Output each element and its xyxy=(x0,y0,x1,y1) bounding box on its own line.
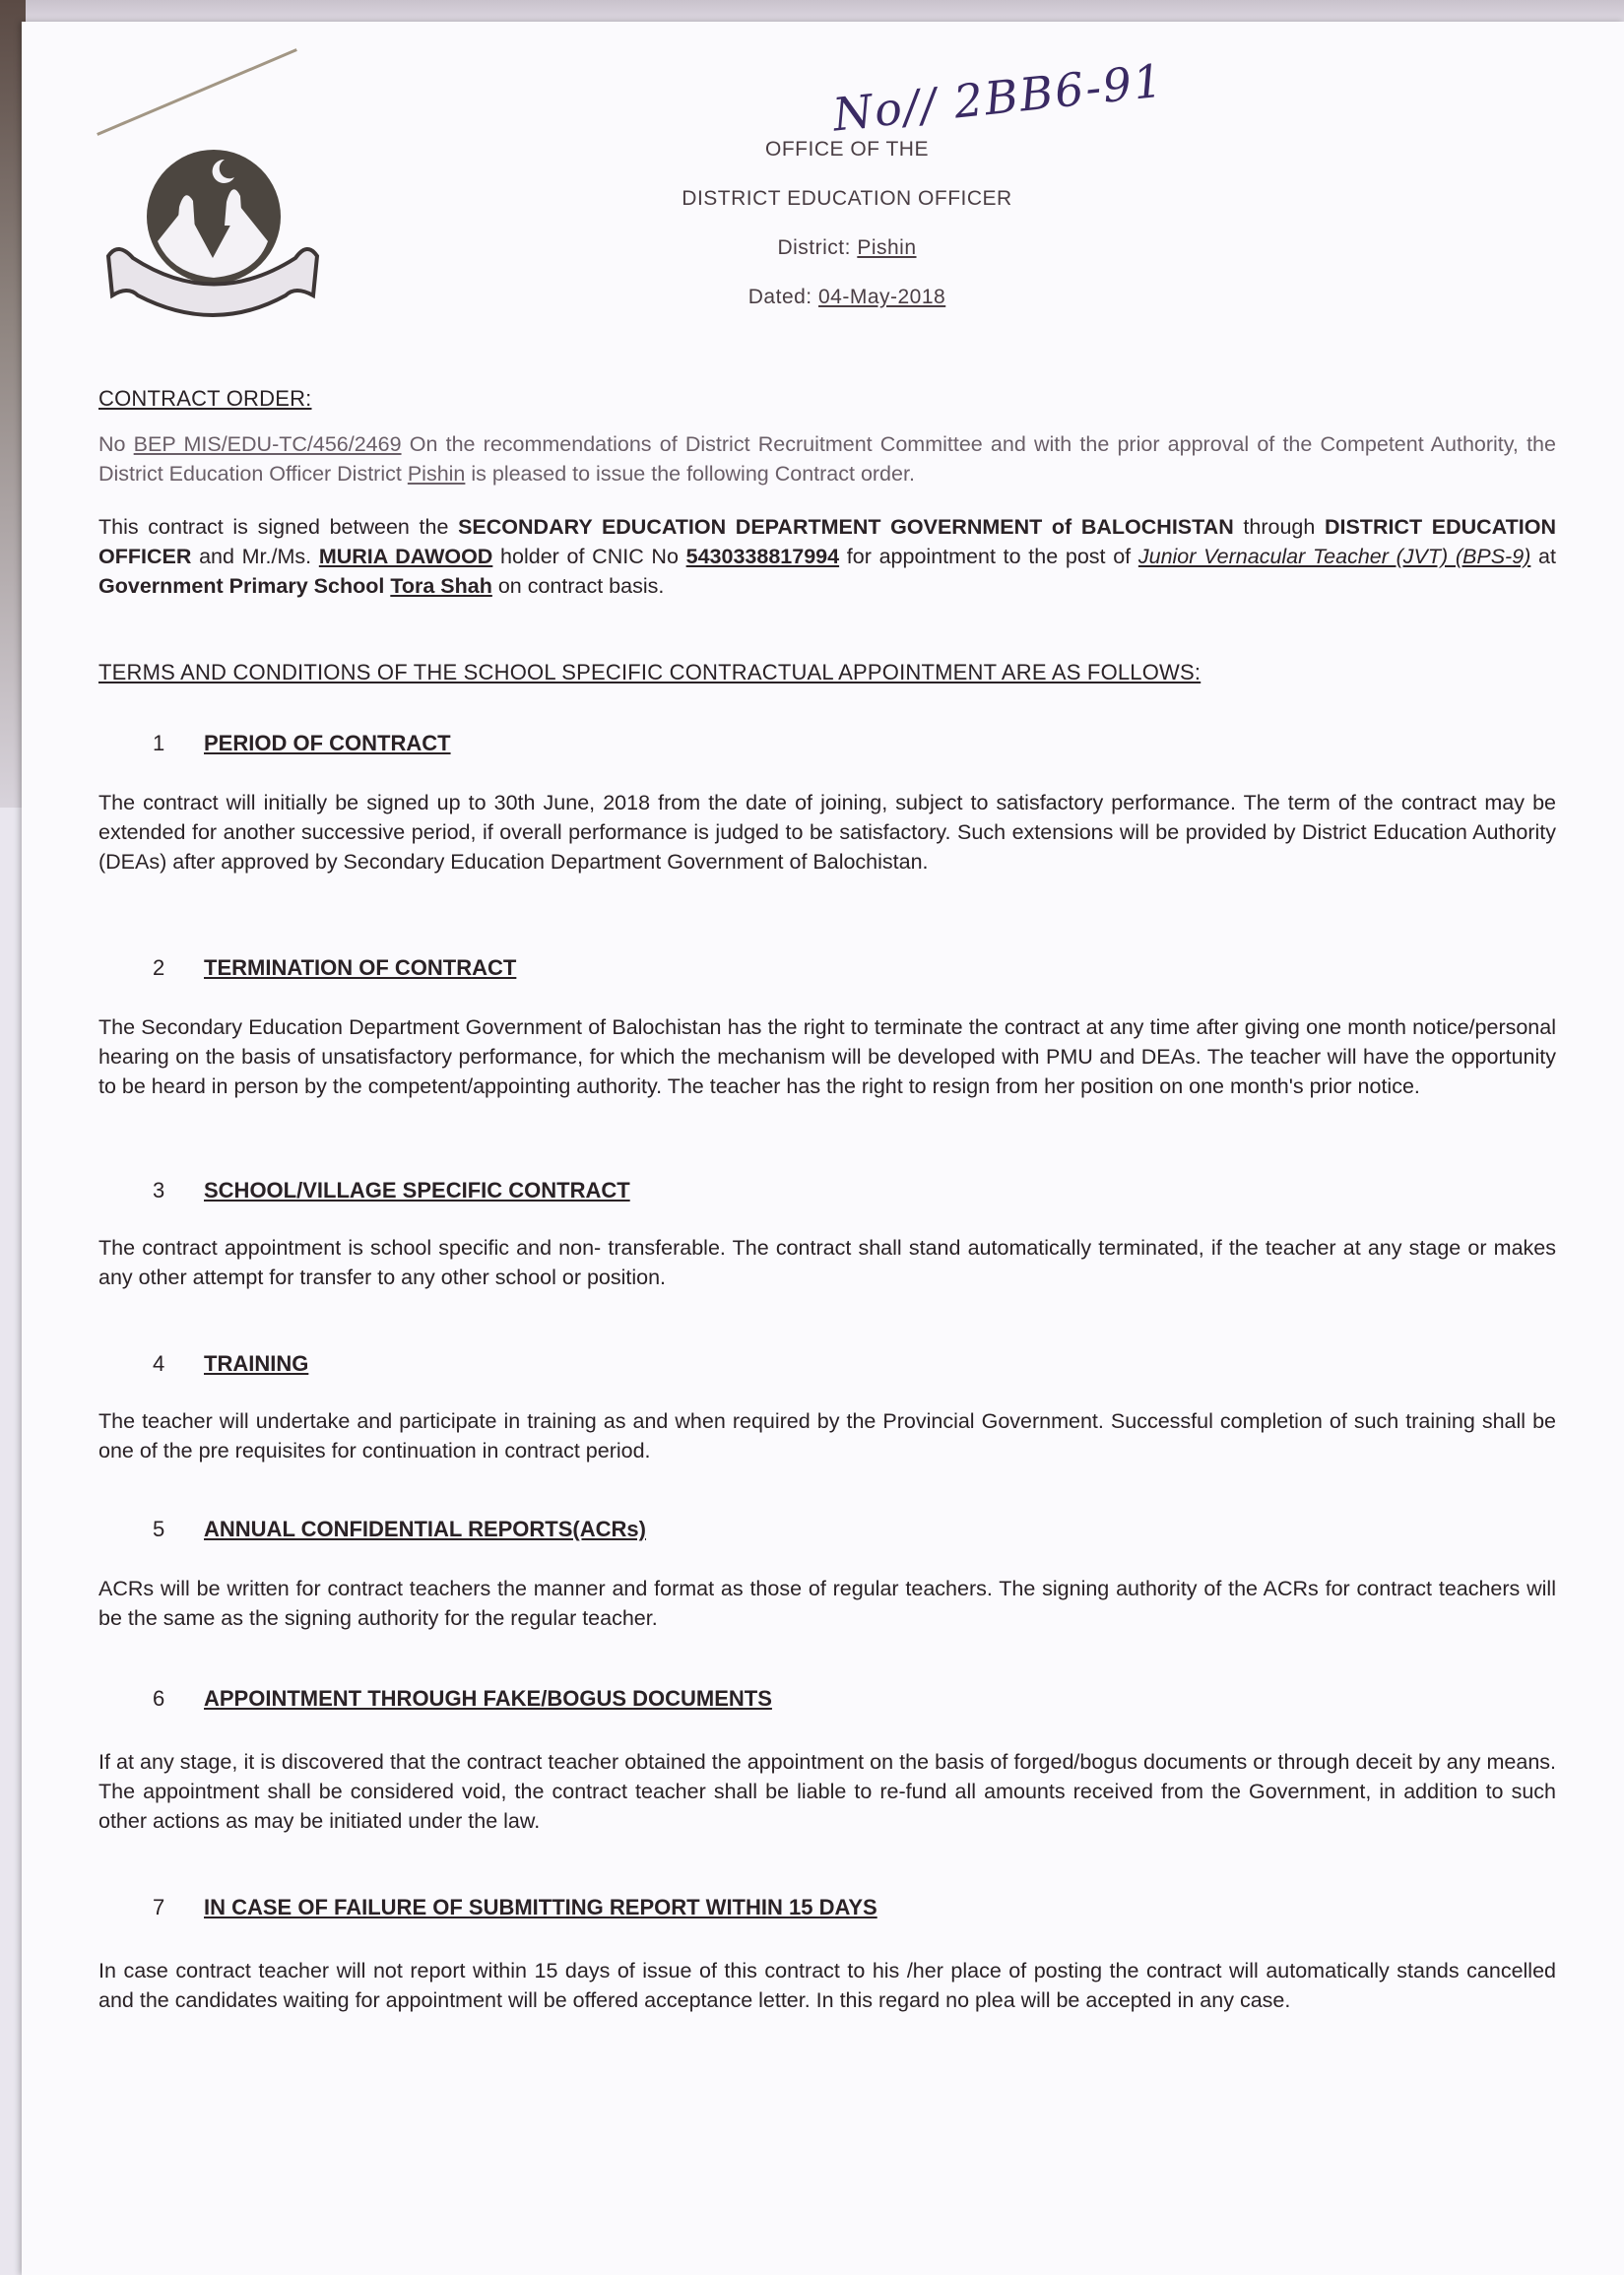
section-number: 4 xyxy=(153,1351,165,1376)
pen-mark xyxy=(97,48,297,136)
reference-number: BEP MIS/EDU-TC/456/2469 xyxy=(133,432,402,456)
section-title: TERMINATION OF CONTRACT xyxy=(204,955,517,980)
section-heading xyxy=(98,1351,1556,1377)
section-heading xyxy=(98,1686,1556,1712)
header-dated xyxy=(552,286,1142,309)
section-title: TRAINING xyxy=(204,1351,309,1376)
section-title: APPOINTMENT THROUGH FAKE/BOGUS DOCUMENTS xyxy=(204,1686,772,1711)
intro-district: Pishin xyxy=(407,462,466,486)
text: on contract basis. xyxy=(491,574,665,598)
section-heading xyxy=(98,1517,1556,1542)
text: through xyxy=(1233,515,1325,539)
terms-heading: TERMS AND CONDITIONS OF THE SCHOOL SPECIFIC CONTRACTUAL APPOINTMENT ARE AS FOLLOWS: xyxy=(98,660,1202,684)
text: This contract is signed between the xyxy=(98,515,459,539)
section-number: 2 xyxy=(153,955,165,980)
header-district xyxy=(552,236,1142,260)
contract-order-title: CONTRACT ORDER: xyxy=(98,386,312,411)
contract-parties xyxy=(98,512,1556,601)
text: holder of CNIC No xyxy=(492,545,686,568)
header-office-of-the: OFFICE OF THE xyxy=(765,138,929,161)
section-title: IN CASE OF FAILURE OF SUBMITTING REPORT WITHIN 15 DAYS xyxy=(204,1895,877,1919)
section-body: The contract will initially be signed up to 30th June, 2018 from the date of joining, subject to satisfactory performance. The term of the contract may be extended for another successive period, if overall performance is judged to be satisfactory. Such extensions will be provided by District Education Authority (DEAs) after approved by Secondary Education Department Government of Balochistan. xyxy=(98,791,1556,874)
section-title: ANNUAL CONFIDENTIAL REPORTS(ACRs) xyxy=(204,1517,646,1541)
handwritten-reference-number: No// 2BB6-91 xyxy=(830,53,1167,142)
government-emblem-icon xyxy=(98,148,325,335)
header-district-education-officer: DISTRICT EDUCATION OFFICER xyxy=(682,187,1012,210)
section-3 xyxy=(98,1178,1556,1292)
terms-heading-block xyxy=(98,660,1556,685)
dated-label: Dated: xyxy=(747,286,812,308)
district-value: Pishin xyxy=(857,236,917,259)
department-name: SECONDARY EDUCATION DEPARTMENT GOVERNMENT of BALOCHISTAN xyxy=(458,515,1234,539)
section-number: 5 xyxy=(153,1517,165,1541)
section-body: The teacher will undertake and participate in training as and when required by the Provincial Government. Successful completion of such training shall be one of the pre requisites for continuation in contract period. xyxy=(98,1409,1556,1462)
parties-paragraph xyxy=(98,512,1556,601)
section-heading xyxy=(98,955,1556,981)
section-title: PERIOD OF CONTRACT xyxy=(204,731,451,755)
contract-order-block xyxy=(98,386,1556,488)
section-body: The Secondary Education Department Government of Balochistan has the right to terminate the contract at any time after giving one month notice/personal hearing on the basis of unsatisfactory performance, for which the mechanism will be developed with PMU and DEAs. The teacher will have the opportunity to be heard in person by the competent/appointing authority. The teacher has the right to resign from her position on one month's prior notice. xyxy=(98,1015,1556,1098)
office-header xyxy=(552,138,1142,335)
intro-text: On the recommendations of District Recruitment Committee and with the prior approval of the Competent Authority, the District Education Officer District xyxy=(98,432,1556,486)
ref-prefix: No xyxy=(98,432,126,456)
intro-text-end: is pleased to issue the following Contract order. xyxy=(465,462,915,486)
text: for appointment to the post of xyxy=(839,545,1138,568)
school-name: Tora Shah xyxy=(390,574,492,598)
cnic-number: 5430338817994 xyxy=(685,545,840,568)
teacher-name: MURIA DAWOOD xyxy=(318,545,493,568)
section-body: The contract appointment is school specific and non- transferable. The contract shall stand automatically terminated, if the teacher at any stage or makes any other attempt for transfer to any other school or position. xyxy=(98,1236,1556,1289)
section-4 xyxy=(98,1351,1556,1465)
officer-title: DISTRICT EDUCATION OFFICER xyxy=(98,515,1556,568)
section-1 xyxy=(98,731,1556,877)
section-heading xyxy=(98,1178,1556,1203)
section-heading xyxy=(98,731,1556,756)
section-body: In case contract teacher will not report within 15 days of issue of this contract to his /her place of posting the contract will automatically stands cancelled and the candidates waiting for appointment will be offered acceptance letter. In this regard no plea will be accepted in any case. xyxy=(98,1959,1556,2012)
post-title: Junior Vernacular Teacher (JVT) (BPS-9) xyxy=(1137,545,1531,568)
section-number: 7 xyxy=(153,1895,165,1919)
text: and Mr./Ms. xyxy=(191,545,319,568)
contract-order-intro xyxy=(98,429,1556,488)
district-label: District: xyxy=(777,236,851,259)
school-prefix: Government Primary School xyxy=(98,574,391,598)
text: at xyxy=(1530,545,1556,568)
section-heading xyxy=(98,1895,1556,1920)
section-6 xyxy=(98,1686,1556,1836)
section-body: If at any stage, it is discovered that the contract teacher obtained the appointment on the basis of forged/bogus documents or through deceit by any means. The appointment shall be considered void, the contract teacher shall be liable to re-fund all amounts received from the Government, in addition to such other actions as may be initiated under the law. xyxy=(98,1750,1556,1833)
section-7 xyxy=(98,1895,1556,2015)
dated-value: 04-May-2018 xyxy=(817,286,946,308)
section-5 xyxy=(98,1517,1556,1633)
section-number: 1 xyxy=(153,731,165,755)
section-number: 6 xyxy=(153,1686,165,1711)
section-body: ACRs will be written for contract teachers the manner and format as those of regular teachers. The signing authority of the ACRs for contract teachers will be the same as the signing authority for the regular teacher. xyxy=(98,1577,1556,1630)
section-2 xyxy=(98,955,1556,1101)
section-title: SCHOOL/VILLAGE SPECIFIC CONTRACT xyxy=(204,1178,630,1202)
section-number: 3 xyxy=(153,1178,165,1202)
